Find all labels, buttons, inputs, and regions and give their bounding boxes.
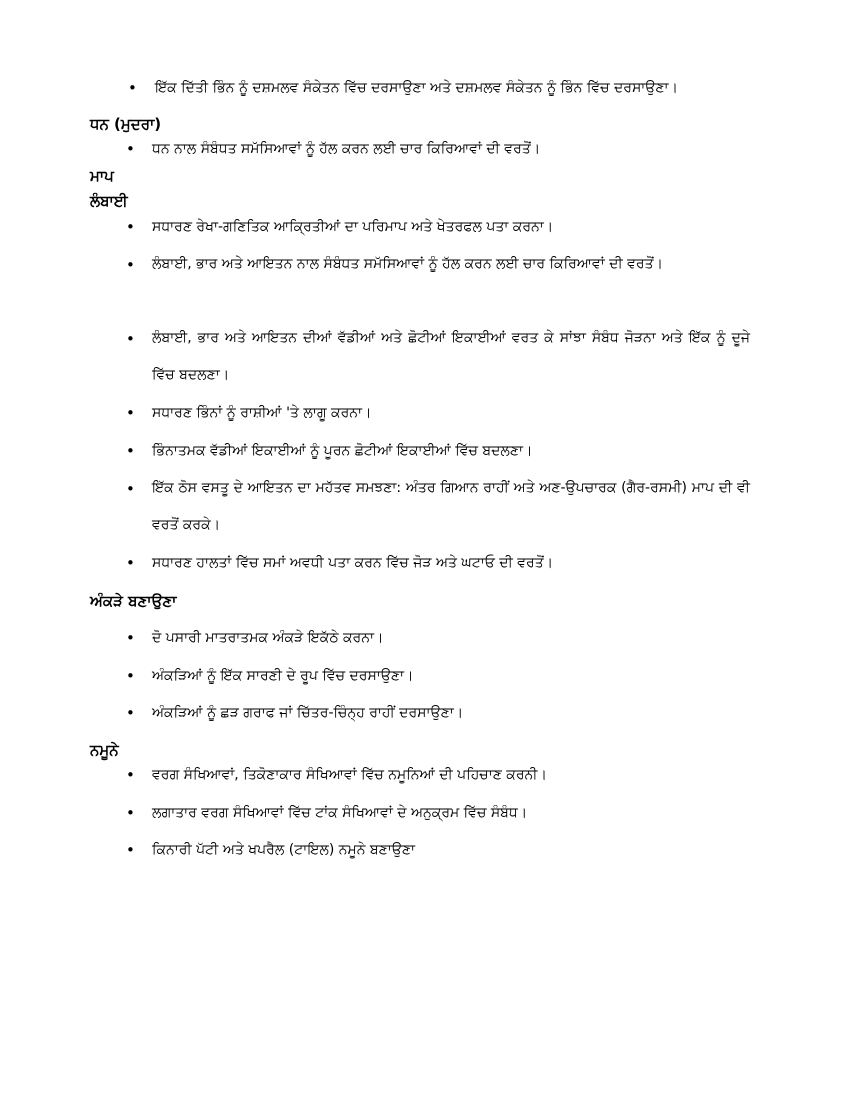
bullet: • [126, 480, 135, 498]
list-item: ਇੱਕ ਦਿੱਤੀ ਭਿੰਨ ਨੂੰ ਦਸ਼ਮਲਵ ਸੰਕੇਤਨ ਵਿੱਚ ਦਰਸਾਉਣਾ ਅਤੇ ਦਸ਼ਮਲਵ ਸੰਕੇਤਨ ਨੂੰ ਭਿੰਨ ਵਿੱਚ ਦਰਸਾਉਣਾ। [155, 80, 678, 96]
bullet: • [126, 766, 135, 784]
bullet: • [126, 330, 135, 348]
list-item: ਸਧਾਰਣ ਰੇਖਾ-ਗਣਿਤਿਕ ਆਕ੍ਰਿਤੀਆਂ ਦਾ ਪਰਿਮਾਪ ਅਤੇ ਖੇਤਰਫਲ ਪਤਾ ਕਰਨਾ। [152, 219, 554, 235]
list-item: ਸਧਾਰਣ ਭਿੰਨਾਂ ਨੂੰ ਰਾਸ਼ੀਆਂ 'ਤੇ ਲਾਗੂ ਕਰਨਾ। [152, 405, 372, 421]
list-item: ਦੋ ਪਸਾਰੀ ਮਾਤਰਾਤਮਕ ਅੰਕੜੇ ਇਕੱਠੇ ਕਰਨਾ। [152, 630, 384, 646]
list-item: ਵਰਗ ਸੰਖਿਆਵਾਂ, ਤਿਕੋਣਾਕਾਰ ਸੰਖਿਆਵਾਂ ਵਿੱਚ ਨਮੂਨਿਆਂ ਦੀ ਪਹਿਚਾਣ ਕਰਨੀ। [152, 767, 547, 783]
bullet: • [126, 442, 135, 460]
list-item: ਧਨ ਨਾਲ ਸੰਬੰਧਤ ਸਮੱਸਿਆਵਾਂ ਨੂੰ ਹੱਲ ਕਰਨ ਲਈ ਚਾਰ ਕਿਰਿਆਵਾਂ ਦੀ ਵਰਤੋਂ। [152, 141, 541, 157]
section-heading-data-handling: ਅੰਕੜੇ ਬਣਾਉਣਾ [90, 592, 177, 610]
section-heading-patterns: ਨਮੂਨੇ [90, 741, 119, 759]
list-item: ਭਿੰਨਾਤਮਕ ਵੱਡੀਆਂ ਇਕਾਈਆਂ ਨੂੰ ਪੂਰਨ ਛੋਟੀਆਂ ਇਕਾਈਆਂ ਵਿੱਚ ਬਦਲਣਾ। [152, 443, 533, 459]
bullet: • [126, 629, 135, 647]
bullet: • [126, 140, 135, 158]
list-item: ਲਗਾਤਾਰ ਵਰਗ ਸੰਖਿਆਵਾਂ ਵਿੱਚ ਟਾਂਕ ਸੰਖਿਆਵਾਂ ਦੇ ਅਨੁਕ੍ਰਮ ਵਿੱਚ ਸੰਬੰਧ। [152, 805, 528, 821]
list-item: ਇੱਕ ਠੋਸ ਵਸਤੂ ਦੇ ਆਇਤਨ ਦਾ ਮਹੱਤਵ ਸਮਝਣਾ: ਅੰਤਰ ਗਿਆਨ ਰਾਹੀਂ ਅਤੇ ਅਣ-ਉਪਚਾਰਕ (ਗੈਰ-ਰਸਮੀ) ਮਾਪ ਦੀ ਵੀ ਵਰਤੋਂ ਕਰਕੇ। [152, 480, 750, 533]
bullet: • [126, 704, 135, 722]
list-item: ਕਿਨਾਰੀ ਪੱਟੀ ਅਤੇ ਖਪਰੈਲ (ਟਾਇਲ) ਨਮੂਨੇ ਬਣਾਉਣਾ [152, 842, 416, 858]
list-item: ਲੰਬਾਈ, ਭਾਰ ਅਤੇ ਆਇਤਨ ਨਾਲ ਸੰਬੰਧਤ ਸਮੱਸਿਆਵਾਂ ਨੂੰ ਹੱਲ ਕਰਨ ਲਈ ਚਾਰ ਕਿਰਿਆਵਾਂ ਦੀ ਵਰਤੋਂ। [152, 256, 663, 272]
subsection-heading-length: ਲੰਬਾਈ [90, 192, 128, 210]
bullet: • [128, 79, 137, 97]
bullet: • [126, 554, 135, 572]
list-item: ਸਧਾਰਣ ਹਾਲਤਾਂ ਵਿੱਚ ਸਮਾਂ ਅਵਧੀ ਪਤਾ ਕਰਨ ਵਿੱਚ ਜੋੜ ਅਤੇ ਘਟਾਓ ਦੀ ਵਰਤੋਂ। [152, 555, 554, 571]
bullet: • [126, 404, 135, 422]
list-item: ਅੰਕੜਿਆਂ ਨੂੰ ਇੱਕ ਸਾਰਣੀ ਦੇ ਰੂਪ ਵਿੱਚ ਦਰਸਾਉਣਾ। [152, 668, 414, 684]
bullet: • [126, 841, 135, 859]
bullet: • [126, 667, 135, 685]
section-heading-money: ਧਨ (ਮੁਦਰਾ) [90, 115, 162, 133]
bullet: • [126, 256, 135, 274]
list-item: ਅੰਕੜਿਆਂ ਨੂੰ ਛੜ ਗਰਾਫ ਜਾਂ ਚਿੱਤਰ-ਚਿੰਨ੍ਹ ਰਾਹੀਂ ਦਰਸਾਉਣਾ। [152, 705, 464, 721]
list-item: ਲੰਬਾਈ, ਭਾਰ ਅਤੇ ਆਇਤਨ ਦੀਆਂ ਵੱਡੀਆਂ ਅਤੇ ਛੋਟੀਆਂ ਇਕਾਈਆਂ ਵਰਤ ਕੇ ਸਾਂਝਾ ਸੰਬੰਧ ਜੋੜਨਾ ਅਤੇ ਇੱਕ ਨੂੰ ਦੂਜੇ ਵਿੱਚ ਬਦਲਣਾ। [152, 330, 750, 383]
section-heading-measurement: ਮਾਪ [90, 167, 114, 185]
bullet: • [126, 804, 135, 822]
bullet: • [126, 218, 135, 236]
